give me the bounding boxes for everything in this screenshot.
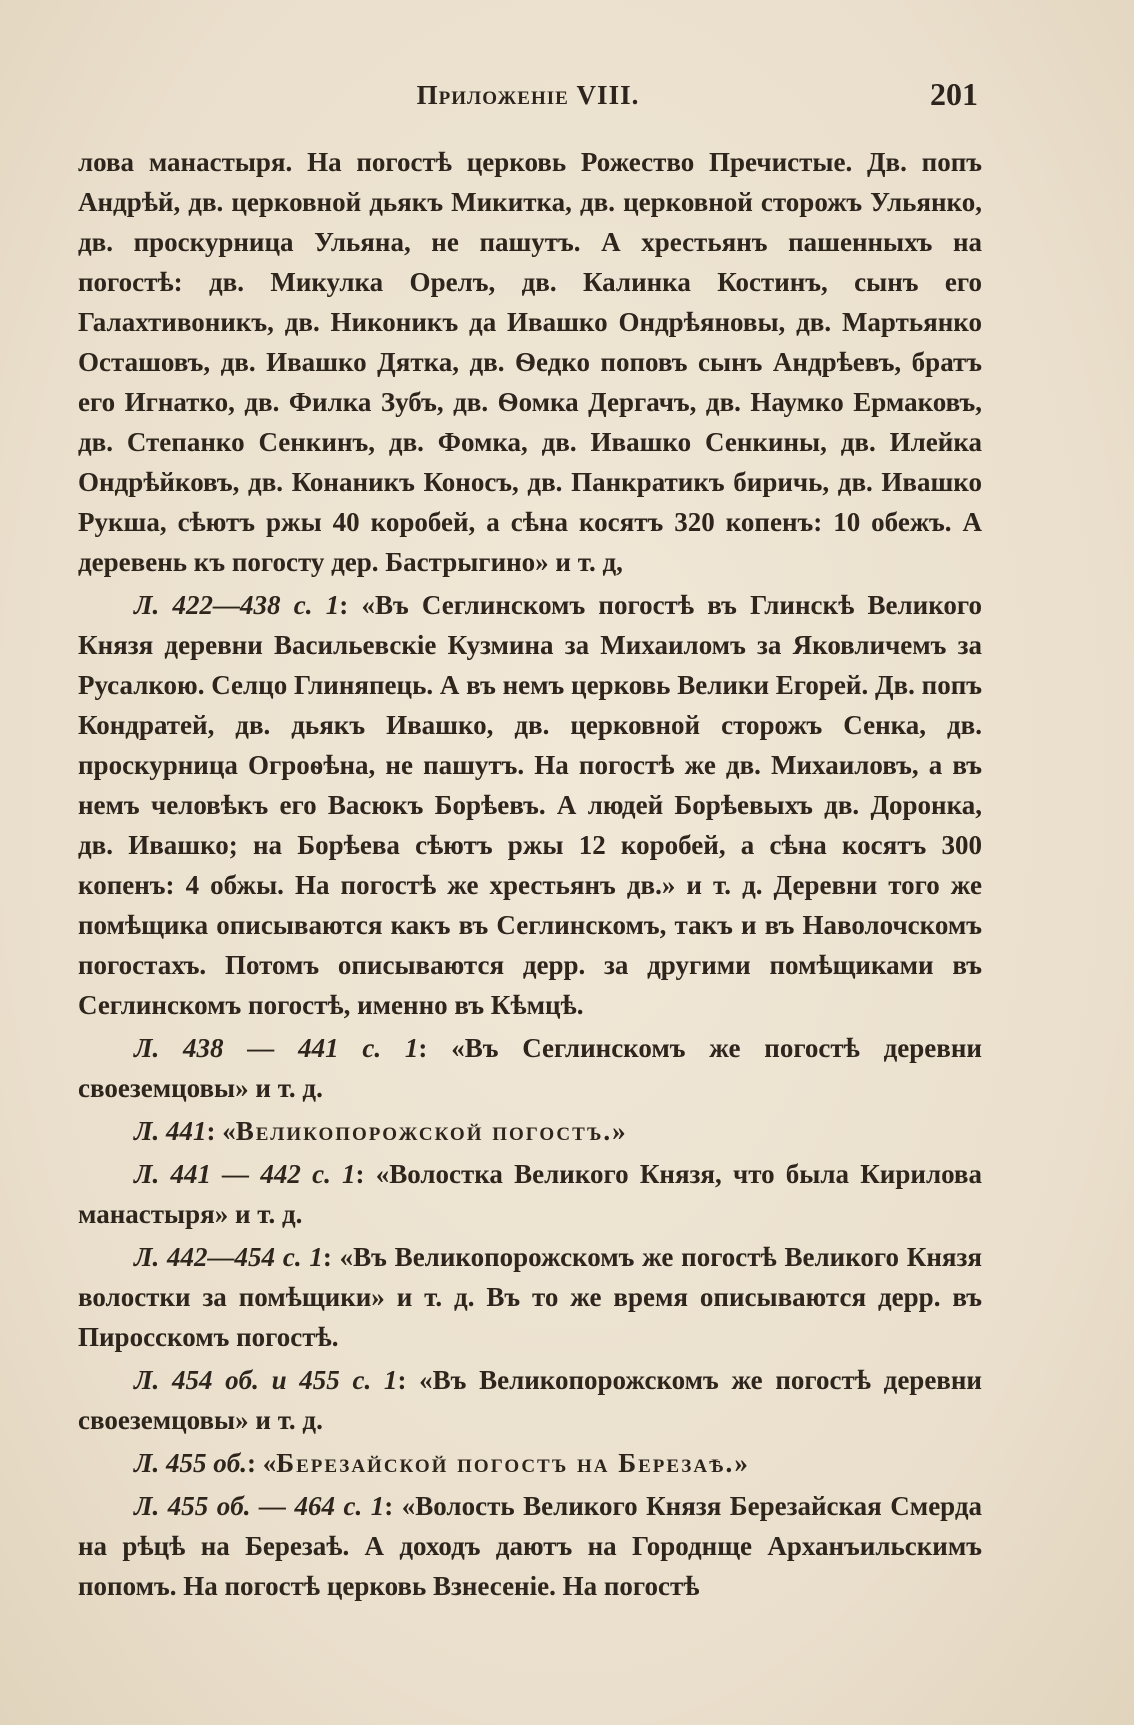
paragraph (78, 1486, 982, 1606)
paragraph (78, 1237, 982, 1357)
paragraph-tail: » (612, 1116, 626, 1146)
folio-reference: Л. 442—454 с. 1 (134, 1242, 323, 1272)
folio-reference: Л. 438 — 441 с. 1 (134, 1033, 419, 1063)
section-heading: Березайской погостъ на Березаѣ. (276, 1448, 735, 1478)
page-number: 201 (930, 76, 978, 112)
body-text (78, 142, 982, 1609)
running-head: Приложеніе VIII. (416, 80, 640, 110)
folio-reference: Л. 422—438 с. 1 (134, 590, 340, 620)
paragraph-text: : «Волостка Великого Князя, что была Кирилова манастыря» и т. д. (78, 1159, 982, 1229)
paragraph (78, 1111, 982, 1151)
folio-reference: Л. 455 об. — 464 с. 1 (134, 1491, 385, 1521)
folio-reference: Л. 441 (134, 1116, 207, 1146)
paragraph (78, 1154, 982, 1234)
folio-reference: Л. 441 — 442 с. 1 (134, 1159, 356, 1189)
paragraph-text: : «Волость Великого Князя Березайская Смерда на рѣцѣ на Березаѣ. А доходъ даютъ на Городнще Арханъильскимъ попомъ. На погостѣ церковь Взнесеніе. На погостѣ (78, 1491, 982, 1601)
section-heading: Великопорожской погостъ. (235, 1116, 613, 1146)
paragraph-tail: » (734, 1448, 748, 1478)
paragraph-text: : «Въ Сеглинскомъ погостѣ въ Глинскѣ Великого Князя деревни Васильевскіе Кузмина за Михаиломъ за Яковличемъ за Русалкою. Селцо Глиняпець. А въ немъ церковь Велики Егорей. Дв. попъ Кондратей, дв. дьякъ Ивашко, дв. церковной сторожъ Сенка, дв. проскурница Огроѳѣна, не пашутъ. На погостѣ же дв. Михаиловъ, а въ немъ человѣкъ его Васюкъ Борѣевъ. А людей Борѣевыхъ дв. Доронка, дв. Ивашко; на Борѣева сѣютъ ржы 12 коробей, а сѣна косятъ 300 копенъ: 4 обжы. На погостѣ же хрестьянъ дв.» и т. д. Деревни того же помѣщика описываются какъ въ Сеглинскомъ, такъ и въ Наволочскомъ погостахъ. Потомъ описываются дерр. за другими помѣщиками въ Сеглинскомъ погостѣ, именно въ Кѣмцѣ. (78, 590, 982, 1020)
paragraph-text: : «Въ Сеглинскомъ же погостѣ деревни своеземцовы» и т. д. (78, 1033, 982, 1103)
paragraph-text: лова манастыря. На погостѣ церковь Рожество Пречистые. Дв. попъ Андрѣй, дв. церковной дьякъ Микитка, дв. церковной сторожъ Ульянко, дв. проскурница Ульяна, не пашутъ. А хрестьянъ пашенныхъ на погостѣ: дв. Микулка Орелъ, дв. Калинка Костинъ, сынъ его Галахтивоникъ, дв. Никоникъ да Ивашко Ондрѣяновы, дв. Мартьянко Осташовъ, дв. Ивашко Дятка, дв. Ѳедко поповъ сынъ Андрѣевъ, братъ его Игнатко, дв. Филка Зубъ, дв. Ѳомка Дергачъ, дв. Наумко Ермаковъ, дв. Степанко Сенкинъ, дв. Фомка, дв. Ивашко Сенкины, дв. Илейка Ондрѣйковъ, дв. Конаникъ Коносъ, дв. Панкратикъ биричь, дв. Ивашко Рукша, сѣютъ ржы 40 коробей, а сѣна косятъ 320 копенъ: 10 обежъ. А деревень къ погосту дер. Бастрыгино» и т. д, (78, 147, 982, 577)
folio-reference: Л. 455 об. (134, 1448, 247, 1478)
folio-reference: Л. 454 об. и 455 с. 1 (134, 1365, 398, 1395)
paragraph (78, 1028, 982, 1108)
paragraph (78, 1360, 982, 1440)
paragraph (78, 585, 982, 1025)
paragraph (78, 1443, 982, 1483)
page-header (78, 76, 978, 120)
paragraph (78, 142, 982, 582)
paragraph-text: : « (247, 1448, 277, 1478)
paragraph-text: : «Въ Великопорожскомъ же погостѣ деревни своеземцовы» и т. д. (78, 1365, 982, 1435)
paragraph-text: : « (206, 1116, 236, 1146)
paragraph-text: : «Въ Великопорожскомъ же погостѣ Великого Князя волостки за помѣщики» и т. д. Въ то же время описываются дерр. въ Пиросскомъ погостѣ. (78, 1242, 983, 1352)
